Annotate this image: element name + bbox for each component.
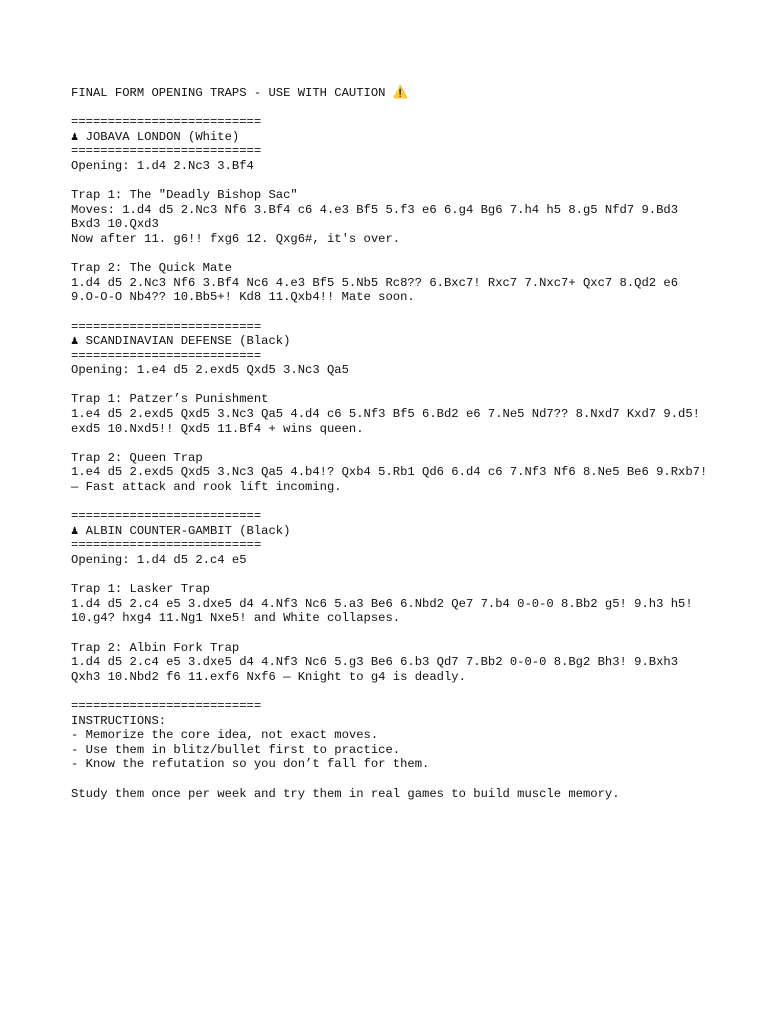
section-albin-counter-gambit	[71, 509, 711, 699]
blank-line	[71, 568, 711, 583]
instruction-item: - Use them in blitz/bullet first to practice.	[71, 742, 401, 757]
section-heading: ♟ ALBIN COUNTER-GAMBIT (Black)	[71, 523, 291, 538]
trap-title: Trap 1: The "Deadly Bishop Sac"	[71, 188, 298, 203]
trap-moves: 1.e4 d5 2.exd5 Qxd5 3.Nc3 Qa5 4.d4 c6 5.Nf3 Bf5 6.Bd2 e6 7.Ne5 Nd7?? 8.Nxd7 Kxd7 9.d5! exd5 10.Nxd5!! Qxd5 11.Bf4 + wins queen.	[71, 407, 708, 436]
opening-line: Opening: 1.e4 d5 2.exd5 Qxd5 3.Nc3 Qa5	[71, 363, 349, 378]
opening-line: Opening: 1.d4 d5 2.c4 e5	[71, 553, 247, 567]
blank-line	[71, 626, 711, 641]
instructions-section	[71, 699, 711, 801]
closing-line: Study them once per week and try them in real games to build muscle memory.	[71, 786, 620, 801]
opening-line: Opening: 1.d4 2.Nc3 3.Bf4	[71, 158, 254, 173]
trap-title: Trap 2: Queen Trap	[71, 450, 203, 465]
trap-note: Now after 11. g6!! fxg6 12. Qxg6#, it's over.	[71, 231, 401, 246]
trap-moves: 1.d4 d5 2.Nc3 Nf6 3.Bf4 Nc6 4.e3 Bf5 5.Nb5 Rc8?? 6.Bxc7! Rxc7 7.Nxc7+ Qxc7 8.Qd2 e6 9.O-O-O Nb4?? 10.Bb5+! Kd8 11.Qxb4!! Mate soon.	[71, 275, 686, 305]
instruction-item: - Know the refutation so you don’t fall for them.	[71, 757, 430, 772]
section-heading: ♟ JOBAVA LONDON (White)	[71, 129, 240, 144]
instructions-heading: INSTRUCTIONS:	[71, 713, 167, 728]
divider-rule: ==========================	[71, 348, 262, 363]
blank-line	[71, 772, 711, 787]
blank-line	[71, 436, 711, 451]
document-title: FINAL FORM OPENING TRAPS - USE WITH CAUTION ⚠️	[71, 86, 408, 100]
divider-rule: ==========================	[71, 698, 262, 713]
document-page	[71, 86, 715, 801]
divider-rule: ==========================	[71, 319, 262, 334]
trap-moves: 1.d4 d5 2.c4 e5 3.dxe5 d4 4.Nf3 Nc6 5.g3 Be6 6.b3 Qd7 7.Bb2 0-0-0 8.Bg2 Bh3! 9.Bxh3 Qxh3 10.Nbd2 f6 11.exf6 Nxf6 — Knight to g4 is deadly.	[71, 655, 686, 684]
trap-moves: 1.e4 d5 2.exd5 Qxd5 3.Nc3 Qa5 4.b4!? Qxb4 5.Rb1 Qd6 6.d4 c6 7.Nf3 Nf6 8.Ne5 Be6 9.Rxb7! — Fast attack and rook lift incoming.	[71, 465, 715, 495]
divider-rule: ==========================	[71, 509, 262, 524]
blank-line	[71, 247, 711, 262]
section-heading: ♟ SCANDINAVIAN DEFENSE (Black)	[71, 334, 291, 349]
trap-moves: 1.d4 d5 2.c4 e5 3.dxe5 d4 4.Nf3 Nc6 5.a3 Be6 6.Nbd2 Qe7 7.b4 0-0-0 8.Bb2 g5! 9.h3 h5! 10.g4? hxg4 11.Ng1 Nxe5! and White collapses.	[71, 596, 700, 626]
blank-line	[71, 101, 711, 116]
section-jobava-london	[71, 115, 711, 319]
divider-rule: ==========================	[71, 144, 262, 159]
blank-line	[71, 378, 711, 393]
blank-line	[71, 684, 711, 699]
blank-line	[71, 174, 711, 189]
section-scandinavian-defense	[71, 319, 715, 510]
blank-line	[71, 305, 711, 320]
trap-title: Trap 1: Patzer’s Punishment	[71, 392, 269, 407]
instruction-item: - Memorize the core idea, not exact moves.	[71, 728, 379, 743]
divider-rule: ==========================	[71, 115, 262, 130]
trap-moves: Moves: 1.d4 d5 2.Nc3 Nf6 3.Bf4 c6 4.e3 Bf5 5.f3 e6 6.g4 Bg6 7.h4 h5 8.g5 Nfd7 9.Bd3 Bxd3 10.Qxd3	[71, 202, 686, 232]
trap-title: Trap 1: Lasker Trap	[71, 582, 210, 597]
blank-line	[71, 495, 711, 510]
trap-title: Trap 2: Albin Fork Trap	[71, 640, 240, 655]
divider-rule: ==========================	[71, 538, 262, 553]
trap-title: Trap 2: The Quick Mate	[71, 261, 232, 276]
